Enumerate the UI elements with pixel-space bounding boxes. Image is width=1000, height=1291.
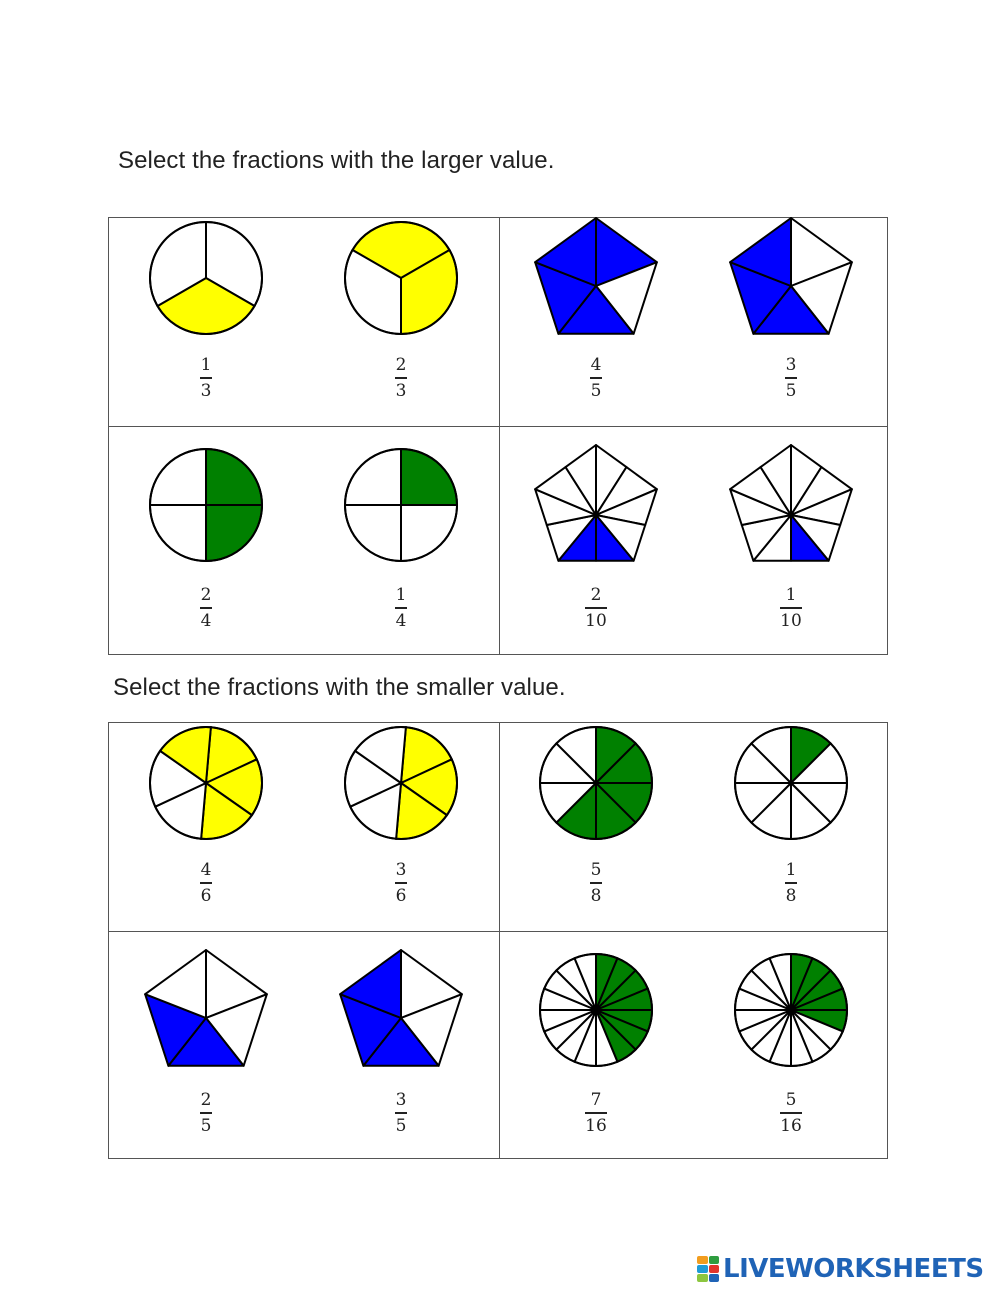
fraction-bar bbox=[200, 882, 212, 884]
fraction-bar bbox=[200, 377, 212, 379]
fraction-numerator: 4 bbox=[590, 355, 602, 375]
fraction-figure[interactable] bbox=[126, 721, 286, 845]
fraction-label bbox=[761, 861, 821, 905]
fraction-figure[interactable] bbox=[516, 948, 676, 1072]
fraction-figure[interactable] bbox=[711, 441, 871, 565]
circle-fraction-icon bbox=[534, 948, 658, 1072]
fraction-denominator: 8 bbox=[785, 885, 797, 906]
fraction-bar bbox=[585, 607, 607, 609]
fraction-label bbox=[371, 356, 431, 400]
fraction-label bbox=[566, 586, 626, 630]
grid-divider-vertical bbox=[499, 723, 500, 1158]
pentagon-fraction-icon bbox=[729, 214, 853, 338]
fraction-numerator: 1 bbox=[785, 860, 797, 880]
fraction-figure[interactable] bbox=[516, 441, 676, 565]
circle-fraction-icon bbox=[339, 216, 463, 340]
fraction-label bbox=[566, 356, 626, 400]
fraction-figure[interactable] bbox=[321, 946, 481, 1070]
fraction-numerator: 7 bbox=[590, 1090, 602, 1110]
pentagon-fraction-icon bbox=[534, 214, 658, 338]
fraction-denominator: 8 bbox=[590, 885, 602, 906]
fraction-figure[interactable] bbox=[516, 721, 676, 845]
fraction-figure[interactable] bbox=[321, 721, 481, 845]
fraction-numerator: 1 bbox=[785, 585, 797, 605]
fraction-figure[interactable] bbox=[516, 214, 676, 338]
fraction-bar bbox=[785, 377, 797, 379]
circle-fraction-icon bbox=[144, 721, 268, 845]
fraction-grid-smaller bbox=[108, 722, 888, 1159]
circle-fraction-icon bbox=[729, 948, 853, 1072]
liveworksheets-logo bbox=[697, 1253, 984, 1285]
fraction-label bbox=[761, 356, 821, 400]
fraction-denominator: 3 bbox=[395, 380, 407, 401]
fraction-numerator: 1 bbox=[395, 585, 407, 605]
fraction-figure[interactable] bbox=[126, 216, 286, 340]
fraction-numerator: 2 bbox=[200, 1090, 212, 1110]
fraction-denominator: 16 bbox=[585, 1115, 607, 1136]
fraction-denominator: 5 bbox=[200, 1115, 212, 1136]
fraction-figure[interactable] bbox=[126, 443, 286, 567]
fraction-bar bbox=[200, 607, 212, 609]
fraction-numerator: 1 bbox=[200, 355, 212, 375]
fraction-bar bbox=[585, 1112, 607, 1114]
pentagon-fraction-icon bbox=[729, 441, 853, 565]
grid-divider-vertical bbox=[499, 218, 500, 654]
fraction-label bbox=[371, 586, 431, 630]
fraction-bar bbox=[785, 882, 797, 884]
fraction-denominator: 5 bbox=[590, 380, 602, 401]
instruction-smaller: Select the fractions with the smaller value. bbox=[113, 674, 566, 701]
fraction-figure[interactable] bbox=[711, 721, 871, 845]
fraction-label bbox=[176, 586, 236, 630]
instruction-larger: Select the fractions with the larger value. bbox=[118, 147, 555, 174]
fraction-numerator: 3 bbox=[395, 860, 407, 880]
fraction-figure[interactable] bbox=[321, 216, 481, 340]
fraction-denominator: 10 bbox=[585, 610, 607, 631]
fraction-numerator: 3 bbox=[785, 355, 797, 375]
fraction-bar bbox=[780, 607, 802, 609]
pentagon-fraction-icon bbox=[534, 441, 658, 565]
fraction-label bbox=[566, 1091, 626, 1135]
circle-fraction-icon bbox=[339, 443, 463, 567]
fraction-numerator: 5 bbox=[590, 860, 602, 880]
fraction-denominator: 10 bbox=[780, 610, 802, 631]
fraction-numerator: 2 bbox=[200, 585, 212, 605]
fraction-grid-larger bbox=[108, 217, 888, 655]
fraction-bar bbox=[780, 1112, 802, 1114]
fraction-denominator: 6 bbox=[200, 885, 212, 906]
fraction-figure[interactable] bbox=[321, 443, 481, 567]
fraction-figure[interactable] bbox=[711, 214, 871, 338]
circle-fraction-icon bbox=[339, 721, 463, 845]
fraction-bar bbox=[590, 377, 602, 379]
fraction-denominator: 5 bbox=[395, 1115, 407, 1136]
fraction-denominator: 5 bbox=[785, 380, 797, 401]
fraction-figure[interactable] bbox=[126, 946, 286, 1070]
pentagon-fraction-icon bbox=[144, 946, 268, 1070]
logo-mark-icon bbox=[697, 1256, 719, 1282]
fraction-numerator: 5 bbox=[785, 1090, 797, 1110]
fraction-denominator: 3 bbox=[200, 380, 212, 401]
fraction-bar bbox=[395, 1112, 407, 1114]
fraction-figure[interactable] bbox=[711, 948, 871, 1072]
fraction-bar bbox=[395, 377, 407, 379]
fraction-bar bbox=[395, 607, 407, 609]
fraction-label bbox=[176, 1091, 236, 1135]
fraction-label bbox=[566, 861, 626, 905]
circle-fraction-icon bbox=[729, 721, 853, 845]
fraction-label bbox=[371, 1091, 431, 1135]
logo-text: LIVEWORKSHEETS bbox=[723, 1254, 984, 1284]
fraction-numerator: 2 bbox=[395, 355, 407, 375]
fraction-label bbox=[371, 861, 431, 905]
fraction-denominator: 16 bbox=[780, 1115, 802, 1136]
fraction-bar bbox=[590, 882, 602, 884]
pentagon-fraction-icon bbox=[339, 946, 463, 1070]
grid-divider-horizontal bbox=[109, 426, 887, 427]
fraction-denominator: 4 bbox=[200, 610, 212, 631]
fraction-denominator: 4 bbox=[395, 610, 407, 631]
fraction-label bbox=[761, 586, 821, 630]
grid-divider-horizontal bbox=[109, 931, 887, 932]
circle-fraction-icon bbox=[144, 216, 268, 340]
circle-fraction-icon bbox=[534, 721, 658, 845]
fraction-label bbox=[176, 861, 236, 905]
fraction-numerator: 3 bbox=[395, 1090, 407, 1110]
fraction-label bbox=[761, 1091, 821, 1135]
fraction-numerator: 2 bbox=[590, 585, 602, 605]
fraction-bar bbox=[200, 1112, 212, 1114]
fraction-label bbox=[176, 356, 236, 400]
fraction-bar bbox=[395, 882, 407, 884]
fraction-denominator: 6 bbox=[395, 885, 407, 906]
fraction-numerator: 4 bbox=[200, 860, 212, 880]
circle-fraction-icon bbox=[144, 443, 268, 567]
